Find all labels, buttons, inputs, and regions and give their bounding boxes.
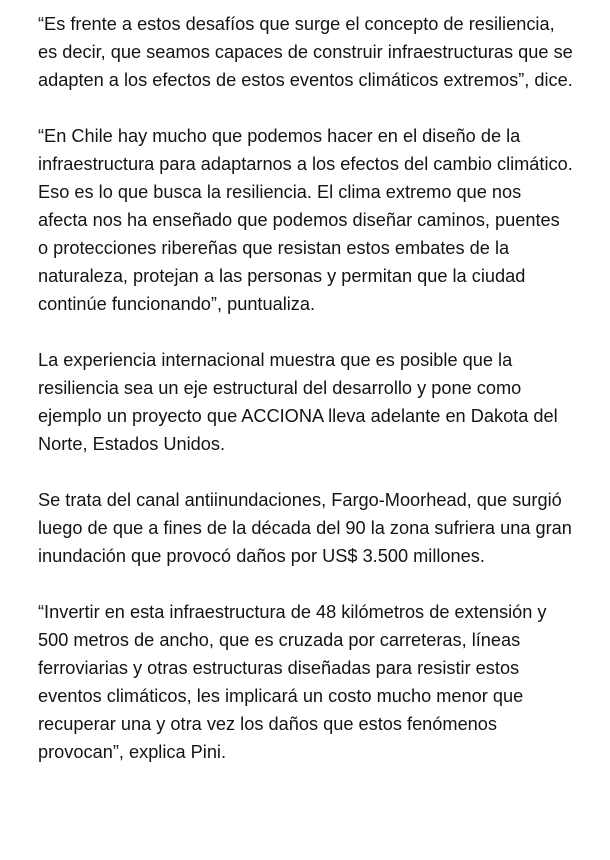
article-paragraph: “Es frente a estos desafíos que surge el concepto de resiliencia, es decir, que seamos capaces de construir infraestructuras que se adapten a los efectos de estos eventos climáticos extremos”, dice. (38, 14, 573, 90)
article-paragraph: “Invertir en esta infraestructura de 48 kilómetros de extensión y 500 metros de ancho, que es cruzada por carreteras, líneas ferroviarias y otras estructuras diseñadas para resistir estos eventos climáticos, les implicará un costo mucho menor que recuperar una y otra vez los daños que estos fenómenos provocan”, explica Pini. (38, 602, 547, 762)
article-paragraph: La experiencia internacional muestra que es posible que la resiliencia sea un eje estructural del desarrollo y pone como ejemplo un proyecto que ACCIONA lleva adelante en Dakota del Norte, Estados Unidos. (38, 350, 558, 454)
article-paragraph: Se trata del canal antiinundaciones, Fargo-Moorhead, que surgió luego de que a fines de la década del 90 la zona sufriera una gran inundación que provocó daños por US$ 3.500 millones. (38, 490, 572, 566)
article-paragraph: “En Chile hay mucho que podemos hacer en el diseño de la infraestructura para adaptarnos a los efectos del cambio climático. Eso es lo que busca la resiliencia. El clima extremo que nos afecta nos ha enseñado que podemos diseñar caminos, puentes o protecciones ribereñas que resistan estos embates de la naturaleza, protejan a las personas y permitan que la ciudad continúe funcionando”, puntualiza. (38, 126, 573, 314)
